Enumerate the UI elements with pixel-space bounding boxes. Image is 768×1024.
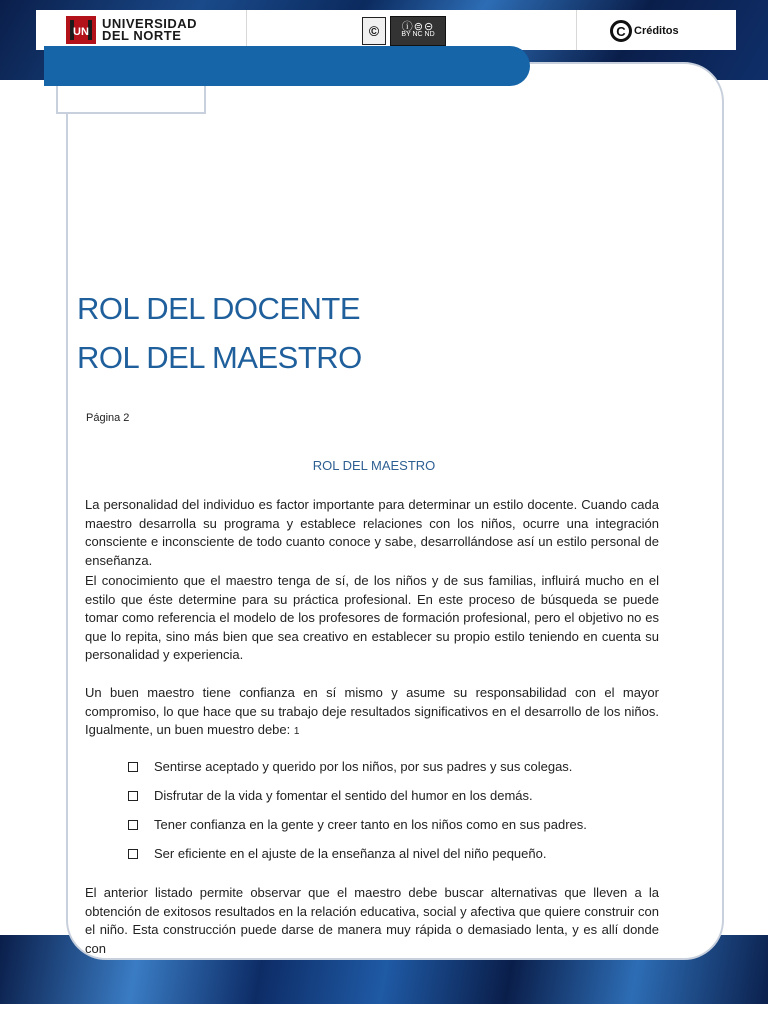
checkbox-bullet-icon	[128, 762, 138, 772]
university-logo-icon	[66, 16, 96, 44]
university-logo[interactable]	[66, 16, 197, 44]
list-item-text: Sentirse aceptado y querido por los niños, por sus padres y sus colegas.	[154, 759, 573, 774]
tab-box	[56, 86, 206, 114]
header-divider	[576, 10, 577, 50]
header-bar	[36, 10, 736, 50]
cc-icon: ©	[362, 17, 386, 45]
header-divider	[246, 10, 247, 50]
list-item-text: Tener confianza en la gente y creer tanto en los niños como en sus padres.	[154, 817, 587, 832]
list-item	[128, 845, 688, 874]
credits-button[interactable]	[610, 20, 679, 42]
list-item-text: Disfrutar de la vida y fomentar el sentido del humor en los demás.	[154, 788, 533, 803]
paragraph-3	[85, 684, 659, 742]
page-title: ROL DEL DOCENTE	[77, 291, 361, 326]
license-badge[interactable]	[362, 16, 446, 46]
paragraph-3-text: Un buen maestro tiene confianza en sí mismo y asume su responsabilidad con el mayor compromiso, lo que hace que su trabajo deje resultados significativos en el desarrollo de los niños. Igualmente, un buen muestro debe:	[85, 685, 659, 737]
license-badge-text: BY NC ND	[401, 31, 435, 38]
page-number: Página 2	[86, 412, 130, 424]
logo-mark-text: UN	[73, 26, 89, 38]
qualities-list	[128, 758, 688, 874]
section-heading-text: ROL DEL MAESTRO	[312, 458, 436, 473]
footer-strip	[0, 1004, 768, 1024]
copyright-icon: C	[610, 20, 632, 42]
page-subtitle: ROL DEL MAESTRO	[77, 340, 362, 375]
footnote-ref[interactable]: 1	[293, 726, 300, 737]
credits-label: Créditos	[634, 25, 679, 37]
checkbox-bullet-icon	[128, 820, 138, 830]
paragraph-2: El conocimiento que el maestro tenga de sí, de los niños y de sus familias, influirá mucho en el estilo que éste determine para su práctica profesional. En este proceso de búsqueda se puede tomar como referencia el modelo de los profesores de formación profesional, pero el objetivo no es que lo repita, sino más bien que sea creativo en establecer su propio estilo teniendo en cuenta su personalidad y experiencia.	[85, 573, 659, 662]
cc-by-nc-nd-icon: ⓘ⊜⊝ BY NC ND	[390, 16, 446, 46]
section-heading	[0, 458, 768, 473]
logo-line2: DEL NORTE	[102, 28, 182, 43]
paragraph-4: El anterior listado permite observar que el maestro debe buscar alternativas que lleven a la obtención de exitosos resultados en la relación educativa, social y afectiva que quiere construir con el niño. Esta construcción puede darse de manera muy rápida o demasiado lenta, y es allí donde con	[85, 885, 659, 956]
list-item	[128, 816, 688, 845]
paragraph-1: La personalidad del individuo es factor importante para determinar un estilo docente. Cuando cada maestro desarrolla su programa y establece relaciones con los niños, ocurre una integración consciente e inconsciente de todo cuanto conoce y sabe, desarrollándose así un estilo personal de enseñanza.	[85, 497, 659, 568]
list-item	[128, 758, 688, 787]
logo-line1: UNIVERSIDAD	[102, 16, 198, 31]
title-bar	[44, 46, 530, 86]
checkbox-bullet-icon	[128, 791, 138, 801]
list-item-text: Ser eficiente en el ajuste de la enseñanza al nivel del niño pequeño.	[154, 846, 547, 861]
checkbox-bullet-icon	[128, 849, 138, 859]
university-logo-text	[102, 18, 197, 42]
list-item	[128, 787, 688, 816]
